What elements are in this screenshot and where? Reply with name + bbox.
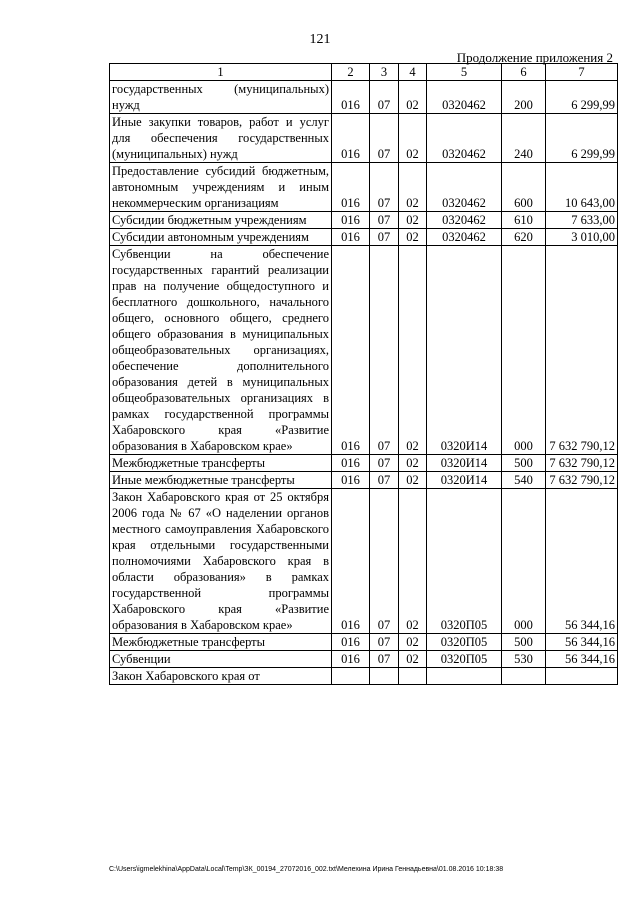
description-cell: Закон Хабаровского края от xyxy=(110,668,332,685)
description-cell: Межбюджетные трансферты xyxy=(110,634,332,651)
target-article-cell: 0320И14 xyxy=(427,455,502,472)
header-cell: 7 xyxy=(546,64,618,81)
subsection-cell xyxy=(399,668,427,685)
amount-cell: 7 632 790,12 xyxy=(546,455,618,472)
subsection-cell: 02 xyxy=(399,229,427,246)
section-cell: 07 xyxy=(370,651,399,668)
expense-type-cell: 600 xyxy=(502,163,546,212)
section-cell: 07 xyxy=(370,212,399,229)
ministry-code-cell: 016 xyxy=(332,81,370,114)
section-cell: 07 xyxy=(370,455,399,472)
expense-type-cell: 500 xyxy=(502,634,546,651)
expense-type-cell xyxy=(502,668,546,685)
amount-cell: 56 344,16 xyxy=(546,489,618,634)
table-row xyxy=(110,455,618,472)
target-article-cell: 0320П05 xyxy=(427,634,502,651)
table-row xyxy=(110,668,618,685)
ministry-code-cell: 016 xyxy=(332,455,370,472)
table-row xyxy=(110,81,618,114)
target-article-cell: 0320462 xyxy=(427,229,502,246)
ministry-code-cell: 016 xyxy=(332,229,370,246)
section-cell xyxy=(370,668,399,685)
ministry-code-cell: 016 xyxy=(332,246,370,455)
budget-table xyxy=(109,63,618,685)
file-path-footer: C:\Users\igmelekhina\AppData\Local\Temp\ЗК_00194_27072016_002.txt\Мелехина Ирина Геннадьевна\01.08.2016 10:18:38 xyxy=(109,866,504,873)
ministry-code-cell xyxy=(332,668,370,685)
target-article-cell: 0320462 xyxy=(427,81,502,114)
description-cell: Закон Хабаровского края от 25 октября 2006 года № 67 «О наделении органов местного самоуправления Хабаровского края отдельными государственными полномочиями Хабаровского края в области образования» в рамках государственной программы Хабаровского края «Развитие образования в Хабаровском крае» xyxy=(110,489,332,634)
expense-type-cell: 540 xyxy=(502,472,546,489)
table-row xyxy=(110,472,618,489)
description-cell: Субсидии бюджетным учреждениям xyxy=(110,212,332,229)
table-row xyxy=(110,489,618,634)
expense-type-cell: 000 xyxy=(502,489,546,634)
table-header-row xyxy=(110,64,618,81)
ministry-code-cell: 016 xyxy=(332,634,370,651)
table-row xyxy=(110,229,618,246)
amount-cell: 7 633,00 xyxy=(546,212,618,229)
table-row xyxy=(110,212,618,229)
ministry-code-cell: 016 xyxy=(332,472,370,489)
amount-cell: 56 344,16 xyxy=(546,634,618,651)
header-cell: 1 xyxy=(110,64,332,81)
subsection-cell: 02 xyxy=(399,489,427,634)
subsection-cell: 02 xyxy=(399,246,427,455)
target-article-cell: 0320462 xyxy=(427,212,502,229)
target-article-cell: 0320П05 xyxy=(427,651,502,668)
table-row xyxy=(110,163,618,212)
amount-cell: 10 643,00 xyxy=(546,163,618,212)
target-article-cell: 0320462 xyxy=(427,114,502,163)
amount-cell xyxy=(546,668,618,685)
page-number: 121 xyxy=(309,32,331,47)
amount-cell: 3 010,00 xyxy=(546,229,618,246)
expense-type-cell: 530 xyxy=(502,651,546,668)
section-cell: 07 xyxy=(370,163,399,212)
amount-cell: 6 299,99 xyxy=(546,81,618,114)
amount-cell: 7 632 790,12 xyxy=(546,246,618,455)
table-row xyxy=(110,246,618,455)
expense-type-cell: 610 xyxy=(502,212,546,229)
target-article-cell: 0320И14 xyxy=(427,472,502,489)
ministry-code-cell: 016 xyxy=(332,163,370,212)
section-cell: 07 xyxy=(370,489,399,634)
subsection-cell: 02 xyxy=(399,634,427,651)
subsection-cell: 02 xyxy=(399,472,427,489)
section-cell: 07 xyxy=(370,634,399,651)
header-cell: 2 xyxy=(332,64,370,81)
description-cell: Межбюджетные трансферты xyxy=(110,455,332,472)
description-cell: Субвенции xyxy=(110,651,332,668)
expense-type-cell: 000 xyxy=(502,246,546,455)
header-cell: 3 xyxy=(370,64,399,81)
table-row xyxy=(110,634,618,651)
target-article-cell: 0320И14 xyxy=(427,246,502,455)
ministry-code-cell: 016 xyxy=(332,651,370,668)
expense-type-cell: 620 xyxy=(502,229,546,246)
continuation-label: Продолжение приложения 2 xyxy=(456,50,613,65)
target-article-cell: 0320462 xyxy=(427,163,502,212)
subsection-cell: 02 xyxy=(399,114,427,163)
description-cell: Субвенции на обеспечение государственных гарантий реализации прав на получение общедоступного и бесплатного дошкольного, начального общего, основного общего, среднего общего образования в муниципальных общеобразовательных организациях, обеспечение дополнительного образования детей в муниципальных общеобразовательных организациях в рамках государственной программы Хабаровского края «Развитие образования в Хабаровском крае» xyxy=(110,246,332,455)
ministry-code-cell: 016 xyxy=(332,489,370,634)
amount-cell: 7 632 790,12 xyxy=(546,472,618,489)
target-article-cell xyxy=(427,668,502,685)
target-article-cell: 0320П05 xyxy=(427,489,502,634)
description-cell: государственных (муниципальных) нужд xyxy=(110,81,332,114)
expense-type-cell: 500 xyxy=(502,455,546,472)
description-cell: Предоставление субсидий бюджетным, автономным учреждениям и иным некоммерческим организациям xyxy=(110,163,332,212)
section-cell: 07 xyxy=(370,472,399,489)
description-cell: Иные закупки товаров, работ и услуг для обеспечения государственных (муниципальных) нужд xyxy=(110,114,332,163)
header-cell: 6 xyxy=(502,64,546,81)
table-row xyxy=(110,114,618,163)
subsection-cell: 02 xyxy=(399,212,427,229)
table-row xyxy=(110,651,618,668)
section-cell: 07 xyxy=(370,246,399,455)
subsection-cell: 02 xyxy=(399,81,427,114)
description-cell: Иные межбюджетные трансферты xyxy=(110,472,332,489)
header-cell: 5 xyxy=(427,64,502,81)
expense-type-cell: 200 xyxy=(502,81,546,114)
subsection-cell: 02 xyxy=(399,651,427,668)
ministry-code-cell: 016 xyxy=(332,114,370,163)
expense-type-cell: 240 xyxy=(502,114,546,163)
description-cell: Субсидии автономным учреждениям xyxy=(110,229,332,246)
amount-cell: 6 299,99 xyxy=(546,114,618,163)
amount-cell: 56 344,16 xyxy=(546,651,618,668)
section-cell: 07 xyxy=(370,81,399,114)
section-cell: 07 xyxy=(370,229,399,246)
subsection-cell: 02 xyxy=(399,163,427,212)
section-cell: 07 xyxy=(370,114,399,163)
header-cell: 4 xyxy=(399,64,427,81)
ministry-code-cell: 016 xyxy=(332,212,370,229)
subsection-cell: 02 xyxy=(399,455,427,472)
